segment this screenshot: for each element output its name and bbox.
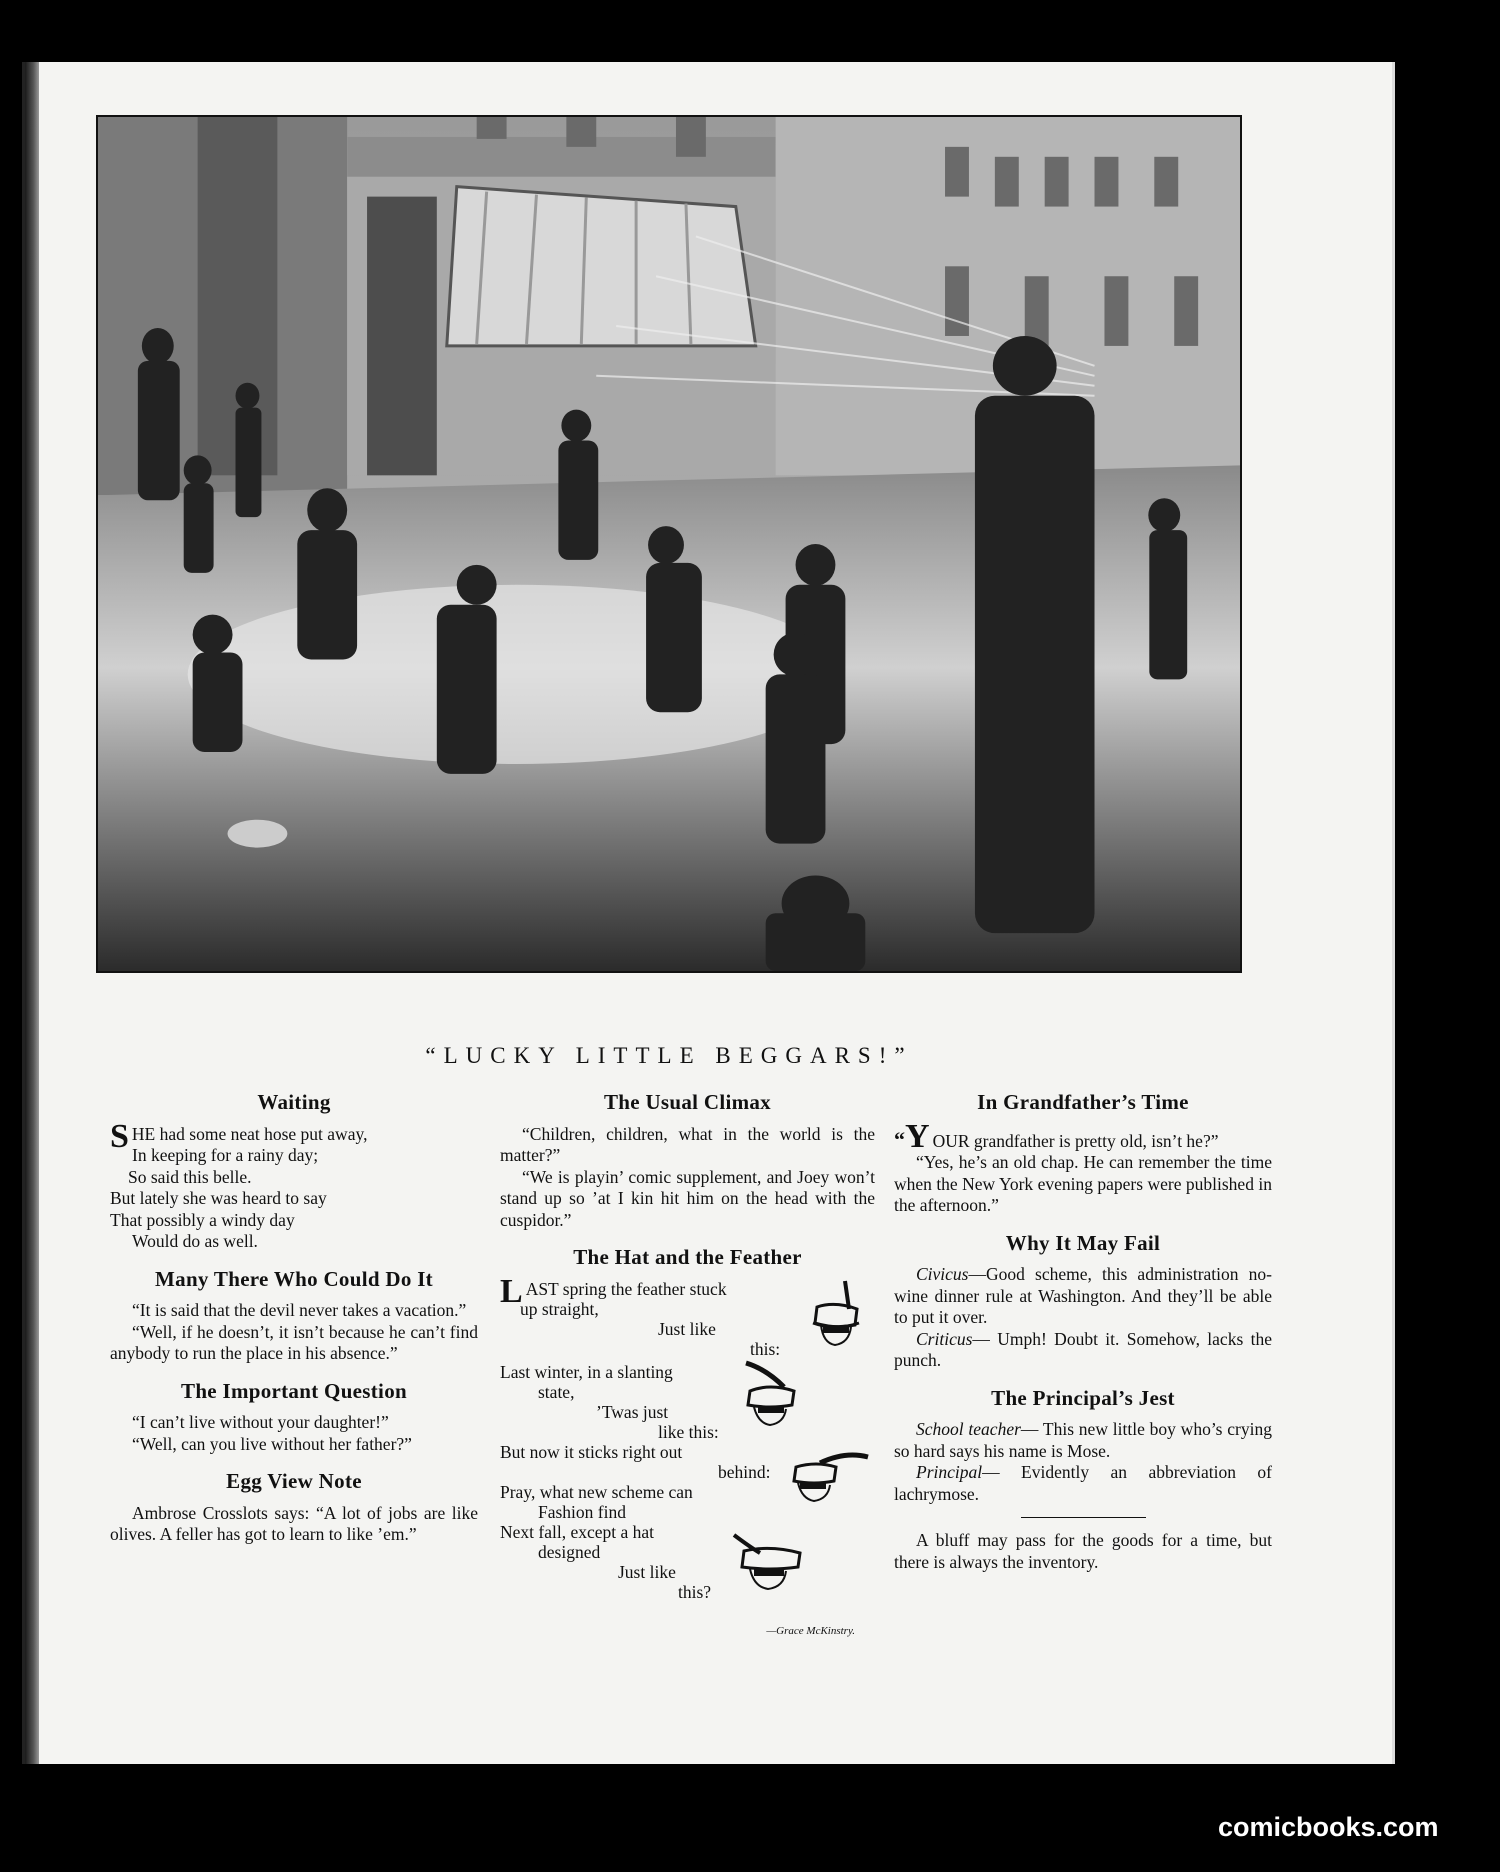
paragraph: “Well, can you live without her father?” — [132, 1433, 412, 1454]
hat-feather-behind-icon — [790, 1447, 870, 1507]
section-why-it-may-fail — [894, 1230, 1272, 1372]
verse-line: In keeping for a rainy day; — [132, 1145, 319, 1165]
column-2 — [500, 1092, 875, 1658]
poem-line: Just like — [618, 1561, 676, 1582]
poem-line: Just like — [658, 1318, 716, 1339]
poem-line: Next fall, except a hat — [500, 1521, 655, 1542]
verse-line: HE had some neat hose put away, — [131, 1123, 368, 1144]
paragraph: “I can’t live without your daughter!” — [132, 1412, 389, 1432]
paragraph: “It is said that the devil never takes a vacation.” — [132, 1300, 467, 1320]
poem-line: this: — [750, 1338, 781, 1359]
hat-poem — [500, 1272, 875, 1639]
page-binding — [25, 62, 39, 1764]
section-hat-and-feather — [500, 1247, 875, 1642]
poem-line: Fashion find — [538, 1501, 626, 1522]
section-title: Waiting — [257, 1090, 331, 1114]
section-usual-climax — [500, 1092, 875, 1231]
poem-line: Last winter, in a slanting — [500, 1361, 673, 1382]
watermark: comicbooks.com — [1218, 1812, 1439, 1842]
paragraph — [894, 1419, 1272, 1462]
verse-line: That possibly a windy day — [110, 1209, 295, 1230]
speaker: Criticus — [916, 1328, 973, 1349]
drop-cap: Y — [905, 1117, 930, 1155]
waiting-verse — [110, 1117, 478, 1253]
section-title: Many There Who Could Do It — [155, 1266, 433, 1291]
paragraph-text: OUR grandfather is pretty old, isn’t he?” — [932, 1130, 1219, 1151]
dialogue: — Evidently an abbreviation of lachrymose. — [894, 1462, 1272, 1504]
section-title: The Hat and the Feather — [573, 1245, 802, 1269]
paragraph: “Yes, he’s an old chap. He can remember the time when the New York evening papers were published in the afternoon.” — [894, 1152, 1272, 1215]
section-important-question — [110, 1378, 478, 1456]
paragraph: “Well, if he doesn’t, it isn’t because he can’t find anybody to run the place in his absence.” — [110, 1321, 478, 1363]
section-waiting — [110, 1092, 478, 1253]
section-egg-view-note — [110, 1471, 478, 1546]
section-grandfathers-time — [894, 1092, 1272, 1217]
verse-line: So said this belle. — [128, 1166, 252, 1187]
speaker: School teacher — [916, 1419, 1021, 1439]
speaker: Civicus — [916, 1264, 969, 1284]
street-scene-illustration — [96, 115, 1242, 973]
section-title: The Usual Climax — [604, 1090, 771, 1114]
divider-rule — [1021, 1517, 1146, 1518]
illustration-drawing — [98, 117, 1240, 971]
poem-signature: —Grace McKinstry. — [766, 1624, 855, 1637]
paragraph — [894, 1462, 1272, 1505]
dialogue: — Umph! Doubt it. Somehow, lacks the punch. — [894, 1328, 1272, 1370]
poem-line: AST spring the feather stuck — [525, 1278, 727, 1299]
column-1 — [110, 1092, 478, 1562]
hat-feather-down-icon — [730, 1527, 810, 1597]
section-title: Egg View Note — [226, 1469, 362, 1493]
illustration-caption: “LUCKY LITTLE BEGGARS!” — [425, 1043, 913, 1068]
section-title: Why It May Fail — [1005, 1230, 1161, 1255]
section-title: The Important Question — [181, 1378, 407, 1403]
drop-cap: L — [500, 1272, 523, 1310]
paragraph — [894, 1329, 1272, 1372]
poem-line: But now it sticks right out — [500, 1441, 683, 1462]
poem-line: Pray, what new scheme can — [500, 1481, 693, 1502]
poem-line: designed — [538, 1541, 601, 1562]
dialogue: — This new little boy who’s crying so hard says his name is Mose. — [894, 1419, 1272, 1461]
paragraph: “Children, children, what in the world is the matter?” — [500, 1123, 875, 1165]
dialogue: —Good scheme, this administration no-wine dinner rule at Washington. And they’ll be able to put it over. — [894, 1264, 1272, 1327]
poem-line: state, — [538, 1381, 575, 1402]
verse-line: Would do as well. — [132, 1231, 258, 1251]
verse-line: But lately she was heard to say — [110, 1188, 327, 1208]
hat-feather-slant-icon — [740, 1357, 802, 1427]
paragraph: A bluff may pass for the goods for a time, but there is always the inventory. — [894, 1530, 1272, 1572]
paragraph — [894, 1117, 1272, 1155]
paragraph — [894, 1264, 1272, 1329]
section-title: The Principal’s Jest — [991, 1385, 1175, 1410]
poem-line: up straight, — [520, 1298, 599, 1319]
poem-line: like this: — [658, 1421, 719, 1442]
section-many-there — [110, 1266, 478, 1365]
section-principals-jest — [894, 1385, 1272, 1574]
open-quote: “ — [894, 1126, 905, 1152]
poem-line: ’Twas just — [596, 1401, 669, 1422]
paragraph: “We is playin’ comic supplement, and Joey won’t stand up so ’at I kin hit him on the head with the cuspidor.” — [500, 1166, 875, 1230]
section-title: In Grandfather’s Time — [977, 1090, 1189, 1114]
paragraph: Ambrose Crosslots says: “A lot of jobs are like olives. A feller has got to learn to like ’em.” — [110, 1502, 478, 1544]
poem-line: this? — [678, 1581, 712, 1602]
hat-feather-up-icon — [805, 1279, 867, 1349]
speaker: Principal — [916, 1462, 983, 1482]
page-right-edge — [1392, 62, 1395, 1764]
column-3 — [894, 1092, 1272, 1589]
poem-line: behind: — [718, 1461, 771, 1482]
drop-cap: S — [110, 1117, 129, 1155]
